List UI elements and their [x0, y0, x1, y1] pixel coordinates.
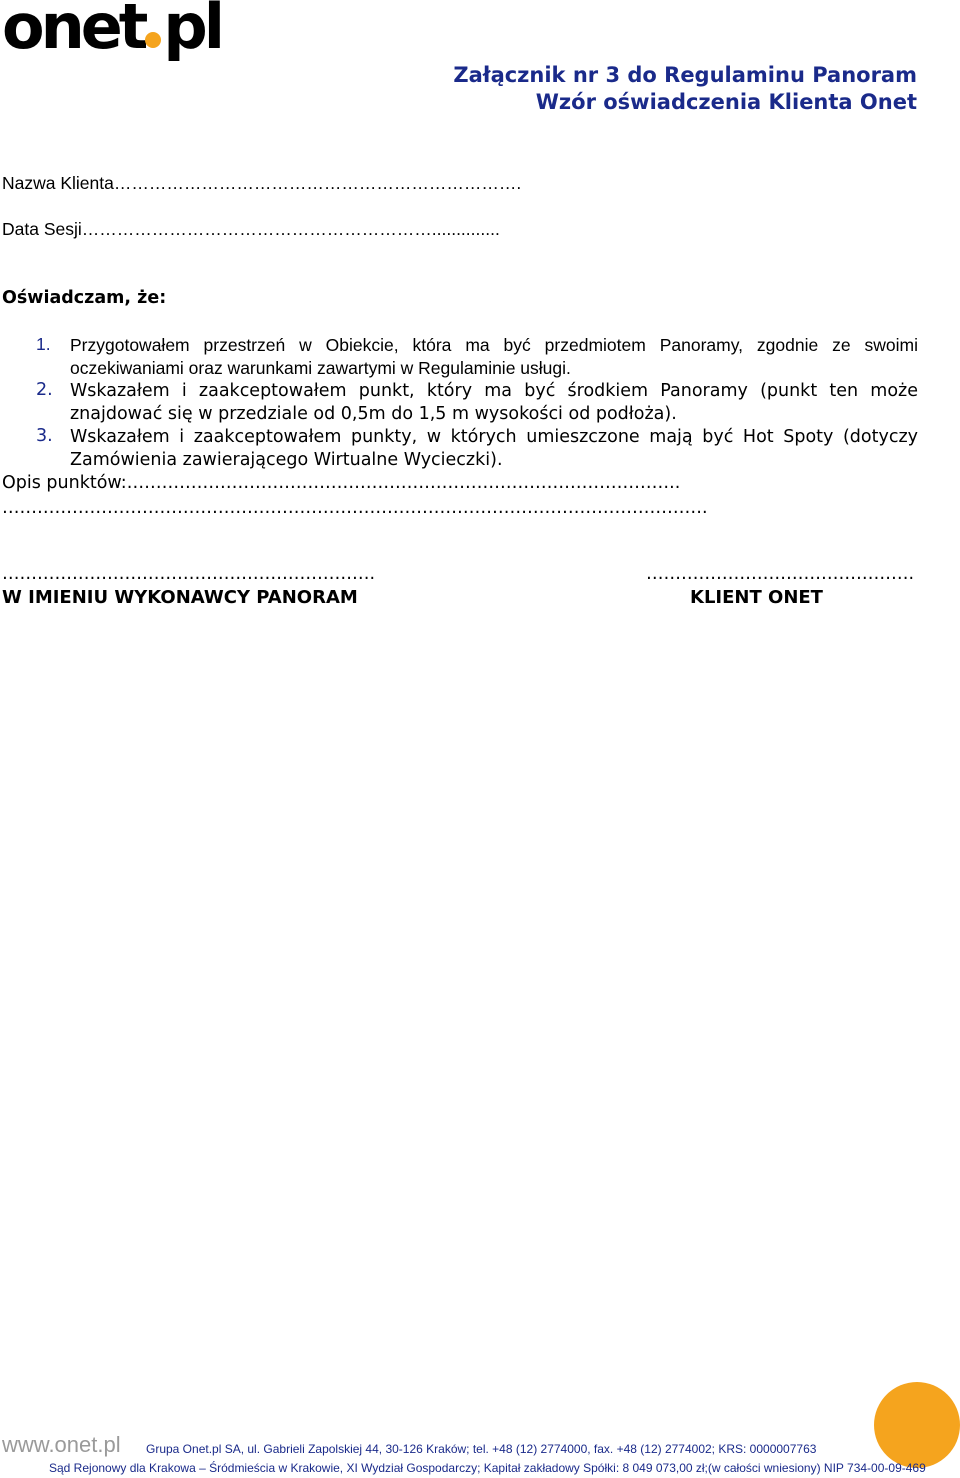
client-name-field: Nazwa Klienta…………………………………………………………….	[2, 173, 522, 193]
footer-company-info: Grupa Onet.pl SA, ul. Gabrieli Zapolskiej 44, 30-126 Kraków; tel. +48 (12) 2774000, fax. +48 (12) 2774002; KRS: 0000007763	[146, 1442, 817, 1456]
session-date-field: Data Sesji……………………………………………………..............	[2, 219, 500, 239]
signature-label-client: KLIENT ONET	[690, 587, 823, 608]
logo-text-onet: onet	[2, 0, 145, 63]
signature-label-contractor: W IMIENIU WYKONAWCY PANORAM	[2, 587, 358, 608]
document-subtitle: Wzór oświadczenia Klienta Onet	[535, 90, 917, 114]
declaration-heading: Oświadczam, że:	[2, 288, 167, 308]
item-number: 2.	[36, 380, 53, 400]
footer-url: www.onet.pl	[2, 1432, 121, 1457]
declaration-item: Wskazałem i zaakceptowałem punkty, w których umieszczone mają być Hot Spoty (dotyczy Zamówienia zawierającego Wirtualne Wycieczki).	[70, 427, 918, 470]
logo-dot-icon	[145, 32, 161, 48]
signature-line-client: ……………………………………….	[646, 564, 915, 584]
signature-line-contractor: ……………………………………………………….	[2, 564, 376, 584]
document-title: Załącznik nr 3 do Regulaminu Panoram	[453, 63, 917, 87]
logo-text-pl: pl	[163, 0, 222, 63]
declaration-item: Wskazałem i zaakceptowałem punkt, który ma być środkiem Panoramy (punkt ten może znajdować się w przedziale od 0,5m do 1,5 m wysokości od podłoża).	[70, 381, 918, 424]
footer-registration-info: Sąd Rejonowy dla Krakowa – Śródmieścia w Krakowie, XI Wydział Gospodarczy; Kapitał zakładowy Spółki: 8 049 073,00 zł;(w całości wniesiony) NIP 734-00-09-469	[49, 1461, 926, 1475]
onet-logo	[2, 0, 222, 63]
points-description-field: Opis punktów:…………………………………………………………………………………..	[2, 473, 681, 493]
item-number: 1.	[36, 334, 51, 354]
item-number: 3.	[36, 426, 53, 446]
declaration-item: Przygotowałem przestrzeń w Obiekcie, która ma być przedmiotem Panoramy, zgodnie ze swoimi oczekiwaniami oraz warunkami zawartymi w Regulaminie usługi.	[70, 335, 918, 378]
points-description-line: ………………………………………………………………………………………………………….	[2, 498, 708, 518]
decorative-circle	[874, 1382, 960, 1468]
